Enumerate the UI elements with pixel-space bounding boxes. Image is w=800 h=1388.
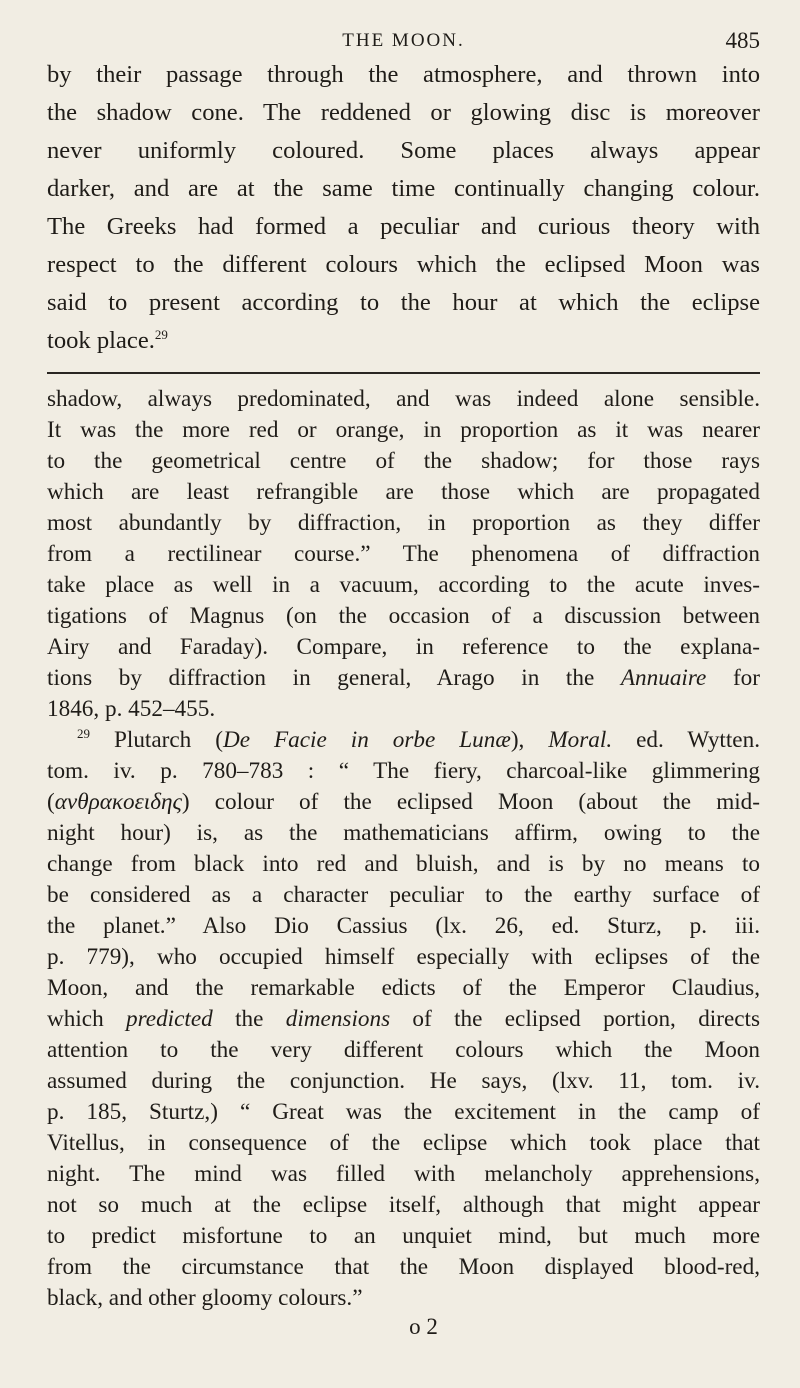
note-text: tions by diffraction in general, Arago in the	[47, 665, 595, 691]
note-line: most abundantly by diffraction, in proportion as they differ	[47, 510, 760, 536]
emphasis: predicted	[126, 1006, 213, 1032]
page-number: 485	[725, 28, 760, 53]
work-title: Moral.	[548, 727, 613, 753]
running-title: THE MOON.	[342, 30, 465, 51]
note-29-line: p. 779), who occupied himself especially with eclipses of the	[47, 944, 760, 970]
note-text: (	[47, 789, 55, 815]
body-line: the shadow cone. The reddened or glowing disc is moreover	[47, 99, 760, 126]
note-29-line: from the circumstance that the Moon displayed blood-red,	[47, 1254, 760, 1280]
note-text: ),	[510, 727, 549, 753]
body-line: said to present according to the hour at which the eclipse	[47, 289, 760, 316]
note-line: to the geometrical centre of the shadow; for those rays	[47, 448, 760, 474]
body-line: The Greeks had formed a peculiar and curious theory with	[47, 213, 760, 240]
note-line: take place as well in a vacuum, according to the acute inves-	[47, 572, 760, 598]
note-29-line: night hour) is, as the mathematicians affirm, owing to the	[47, 820, 760, 846]
work-title: De Facie in orbe Lunæ	[222, 727, 511, 753]
greek-word: ανθρακοειδης	[54, 789, 182, 815]
footnote-rule	[47, 372, 760, 374]
note-text: Plutarch (	[113, 727, 223, 753]
note-29-line: assumed during the conjunction. He says, (lxv. 11, tom. iv.	[47, 1068, 760, 1094]
note-line: from a rectilinear course.” The phenomena of diffraction	[47, 541, 760, 567]
note-29-line: attention to the very different colours which the Moon	[47, 1037, 760, 1063]
body-line: never uniformly coloured. Some places always appear	[47, 137, 760, 164]
note-29-line	[47, 787, 760, 818]
note-line: Airy and Faraday). Compare, in reference to the explana-	[47, 634, 760, 660]
note-29-line: tom. iv. p. 780–783 : “ The fiery, charcoal-like glimmering	[47, 758, 760, 784]
note-line: tigations of Magnus (on the occasion of a discussion between	[47, 603, 760, 629]
note-29-line: change from black into red and bluish, and is by no means to	[47, 851, 760, 877]
note-line: shadow, always predominated, and was indeed alone sensible.	[47, 386, 760, 412]
body-line: darker, and are at the same time continually changing colour.	[47, 175, 760, 202]
footnotes	[47, 384, 760, 1314]
body-line-text: took place.	[47, 327, 155, 354]
note-line: It was the more red or orange, in proportion as it was nearer	[47, 417, 760, 443]
footnote-number: 29	[77, 726, 90, 741]
note-29-line: not so much at the eclipse itself, although that might appear	[47, 1192, 760, 1218]
note-line: which are least refrangible are those which are propagated	[47, 479, 760, 505]
note-29-line: the planet.” Also Dio Cassius (lx. 26, ed. Sturz, p. iii.	[47, 913, 760, 939]
note-line	[47, 663, 760, 694]
annuaire-title: Annuaire	[620, 665, 707, 691]
note-line: 1846, p. 452–455.	[47, 696, 216, 722]
body-line: respect to the different colours which the eclipsed Moon was	[47, 251, 760, 278]
note-text: which	[47, 1006, 127, 1032]
note-text: ed. Wytten.	[612, 727, 760, 753]
note-text: ) colour of the eclipsed Moon (about the mid-	[181, 789, 760, 815]
note-29-line: be considered as a character peculiar to the earthy surface of	[47, 882, 760, 908]
body-paragraph	[47, 56, 760, 360]
note-text: the	[212, 1006, 286, 1032]
note-29-line: to predict misfortune to an unquiet mind, but much more	[47, 1223, 760, 1249]
note-29-line	[47, 725, 760, 756]
body-line-last	[47, 322, 760, 360]
running-head	[47, 26, 760, 56]
body-line: by their passage through the atmosphere, and thrown into	[47, 61, 760, 88]
note-29-line: Vitellus, in consequence of the eclipse which took place that	[47, 1130, 760, 1156]
emphasis: dimensions	[285, 1006, 391, 1032]
note-text: of the eclipsed portion, directs	[390, 1006, 761, 1032]
note-29-line: p. 185, Sturtz,) “ Great was the excitement in the camp of	[47, 1099, 760, 1125]
footnote-ref: 29	[154, 327, 168, 342]
note-text: for	[706, 665, 760, 691]
note-29-line: Moon, and the remarkable edicts of the Emperor Claudius,	[47, 975, 760, 1001]
note-29-line: black, and other gloomy colours.”	[47, 1285, 363, 1311]
signature-mark: o 2	[409, 1314, 438, 1339]
note-29-line: night. The mind was filled with melancholy apprehensions,	[47, 1161, 760, 1187]
note-29-line	[47, 1004, 760, 1035]
